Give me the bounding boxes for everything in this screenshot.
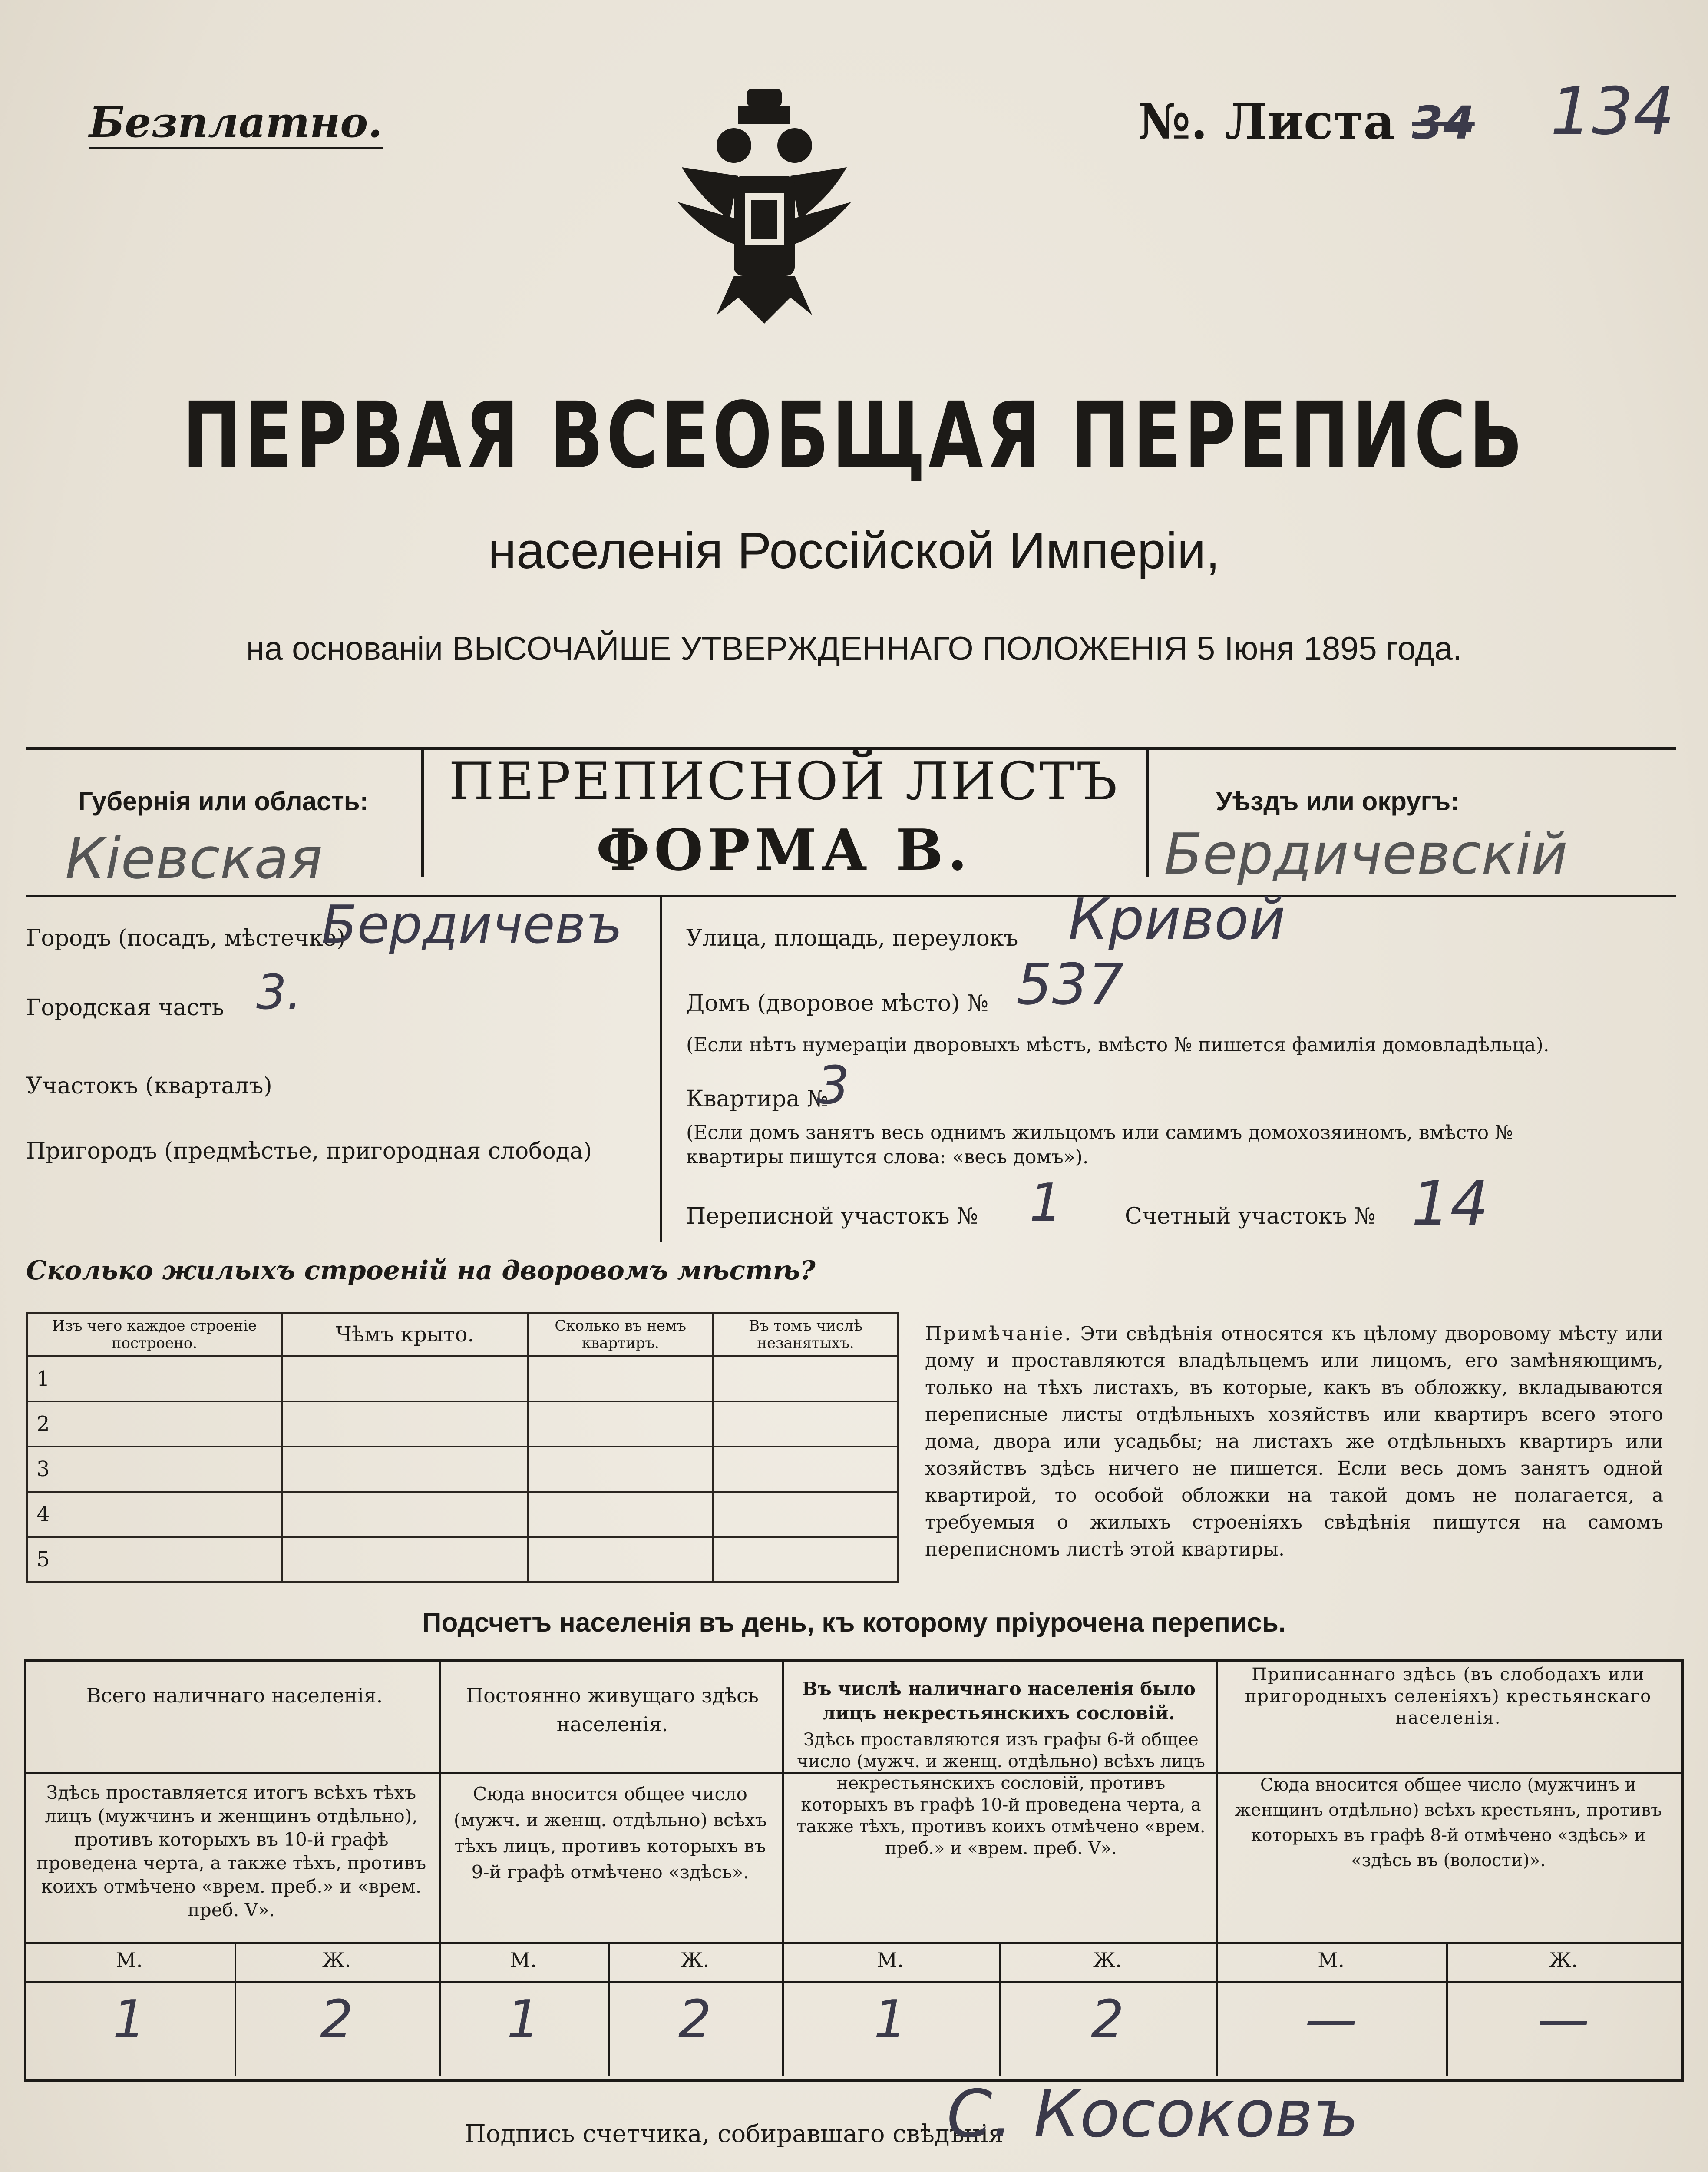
house-value: 537 — [1016, 951, 1124, 1017]
form-name: ПЕРЕПИСНОЙ ЛИСТЪ — [449, 752, 1119, 812]
form-header-bottom-line — [26, 895, 1676, 897]
population-value-f: 2 — [678, 1990, 712, 2050]
suburb-label: Пригородъ (предмѣстье, пригородная слобода) — [26, 1138, 592, 1164]
census-district-label: Переписной участокъ № — [686, 1203, 978, 1229]
count-district-value: 14 — [1411, 1169, 1489, 1239]
f-label: Ж. — [1093, 1948, 1122, 1972]
f-label: Ж. — [322, 1948, 351, 1972]
buildings-table — [26, 1312, 899, 1583]
sheet-number-crossed: 34 — [1412, 96, 1475, 149]
population-value-f: 2 — [320, 1990, 353, 2050]
f-label: Ж. — [680, 1948, 710, 1972]
part-value: 3. — [256, 964, 302, 1020]
population-value-m: 1 — [112, 1990, 146, 2050]
free-label: Безплатно. — [89, 98, 383, 149]
flat-label: Квартира № — [686, 1086, 829, 1112]
sheet-number-handwritten: 134 — [1550, 74, 1675, 149]
flat-value: 3 — [816, 1056, 850, 1116]
row-number: 2 — [27, 1401, 282, 1447]
population-value-f: — — [1537, 1990, 1589, 2050]
census-district-value: 1 — [1029, 1173, 1063, 1233]
m-label: М. — [877, 1948, 904, 1972]
count-district-label: Счетный участокъ № — [1125, 1203, 1376, 1229]
city-label: Городъ (посадъ, мѣстечко) — [26, 925, 346, 951]
row-number: 3 — [27, 1447, 282, 1492]
population-value-line — [24, 1981, 1681, 1983]
table-row — [27, 1537, 898, 1582]
population-col-head: Приписаннаго здѣсь (въ слободахъ или пригородныхъ селеніяхъ) крестьянскаго населенія. — [1245, 1665, 1652, 1728]
city-value: Бердичевъ — [321, 895, 623, 955]
population-value-m: 1 — [506, 1990, 540, 2050]
population-value-m: 1 — [873, 1990, 907, 2050]
population-col-desc: Здѣсь проставляется итогъ всѣхъ тѣхъ лицъ (мужчинъ и женщинъ отдѣльно), противъ которыхъ въ 10-й графѣ проведена черта, а также тѣхъ, противъ коихъ отмѣчено «врем. преб.» и «врем. преб. V». — [36, 1782, 426, 1920]
buildings-header-roof: Чѣмъ крыто. — [282, 1313, 528, 1356]
table-row — [27, 1447, 898, 1492]
gubernia-value: Кіевская — [65, 825, 323, 891]
population-value-f: 2 — [1090, 1990, 1124, 2050]
street-value: Кривой — [1068, 886, 1285, 952]
buildings-header-vacant: Въ томъ числѣ незанятыхъ. — [713, 1313, 898, 1356]
table-row — [27, 1356, 898, 1401]
f-label: Ж. — [1549, 1948, 1578, 1972]
basis-line: на основаніи ВЫСОЧАЙШЕ УТВЕРЖДЕННАГО ПОЛОЖЕНІЯ 5 Іюня 1895 года. — [246, 630, 1462, 667]
uezd-value: Бердичевскій — [1164, 821, 1568, 887]
street-label: Улица, площадь, переулокъ — [686, 925, 1018, 951]
row-number: 1 — [27, 1356, 282, 1401]
flat-note: (Если домъ занятъ весь однимъ жильцомъ или самимъ домохозяиномъ, вмѣсто № квартиры пишутся слова: «весь домъ»). — [686, 1122, 1513, 1168]
population-col-desc: Сюда вносится общее число (мужч. и женщ. отдѣльно) всѣхъ тѣхъ лицъ, противъ которыхъ въ 9-й графѣ отмѣчено «здѣсь». — [453, 1783, 767, 1883]
m-label: М. — [1318, 1948, 1345, 1972]
row-number: 4 — [27, 1492, 282, 1537]
section-label: Участокъ (кварталъ) — [26, 1073, 272, 1099]
population-col-desc: Сюда вносится общее число (мужчинъ и женщинъ отдѣльно) всѣхъ крестьянъ, противъ которыхъ въ графѣ 8-й отмѣчено «здѣсь» и «здѣсь въ (волости)». — [1235, 1775, 1662, 1871]
table-row — [27, 1401, 898, 1447]
address-divider — [660, 895, 662, 1242]
buildings-note-text: Эти свѣдѣнія относятся къ цѣлому дворовому мѣсту или дому и проставляются владѣльцемъ или лицомъ, его замѣняющимъ, только на тѣхъ листахъ, въ которые, какъ въ обложку, вкладываются переписные листы отдѣльныхъ хозяйствъ или квартиръ всего этого дома, двора или усадьбы; на листахъ же отдѣльныхъ квартиръ или хозяйствъ здѣсь ничего не пишется. Если весь домъ занятъ одной квартирой, то особой обложки на такой домъ не полагается, а требуемыя о жилыхъ строеніяхъ свѣдѣнія пишутся на самомъ переписномъ листѣ этой квартиры. — [925, 1323, 1663, 1560]
population-col-desc: Здѣсь проставляются изъ графы 6-й общее число (мужч. и женщ. отдѣльно) всѣхъ лицъ некрестьянскихъ сословій, противъ которыхъ въ графѣ 10-й проведена черта, а также тѣхъ, противъ коихъ отмѣчено «врем. преб.» и «врем. преб. V». — [796, 1730, 1206, 1858]
form-letter: ФОРМА В. — [596, 817, 972, 883]
double-headed-eagle-icon — [673, 89, 856, 332]
house-label: Домъ (дворовое мѣсто) № — [686, 990, 989, 1016]
form-header-right-box — [1146, 747, 1149, 877]
table-row — [27, 1492, 898, 1537]
population-value-m: — — [1305, 1990, 1357, 2050]
buildings-header-material: Изъ чего каждое строеніе построено. — [27, 1313, 282, 1356]
buildings-note-title: Примѣчаніе. — [925, 1323, 1073, 1345]
population-col-head: Постоянно живущаго здѣсь населенія. — [466, 1684, 759, 1736]
buildings-note — [925, 1321, 1663, 1563]
population-col-head: Всего наличнаго населенія. — [86, 1684, 383, 1707]
sheet-number — [1138, 93, 1475, 150]
population-mf-line — [24, 1942, 1681, 1944]
sheet-number-label: №. Листа — [1138, 93, 1395, 150]
row-number: 5 — [27, 1537, 282, 1582]
m-label: М. — [510, 1948, 537, 1972]
part-label: Городская часть — [26, 995, 224, 1021]
population-col-head: Въ числѣ наличнаго населенія было лицъ некрестьянскихъ сословій. — [802, 1678, 1196, 1724]
buildings-question: Сколько жилыхъ строеній на дворовомъ мѣстѣ? — [26, 1255, 816, 1286]
population-title: Подсчетъ населенія въ день, къ которому пріурочена перепись. — [422, 1608, 1286, 1638]
house-note: (Если нѣтъ нумераціи дворовыхъ мѣстъ, вмѣсто № пишется фамилія домовладѣльца). — [686, 1034, 1549, 1056]
sub-title: населенія Россійской Имперіи, — [488, 522, 1220, 579]
uezd-label: Уѣздъ или округъ: — [1216, 787, 1460, 816]
form-header-line — [26, 747, 1676, 750]
m-label: М. — [116, 1948, 143, 1972]
signature-value: С. Косоковъ — [947, 2076, 1359, 2152]
buildings-header-flats: Сколько въ немъ квартиръ. — [528, 1313, 713, 1356]
main-title: ПЕРВАЯ ВСЕОБЩАЯ ПЕРЕПИСЬ — [182, 382, 1526, 489]
signature-label: Подпись счетчика, собиравшаго свѣдѣнія — [465, 2120, 1004, 2148]
gubernia-label: Губернія или область: — [78, 787, 369, 816]
